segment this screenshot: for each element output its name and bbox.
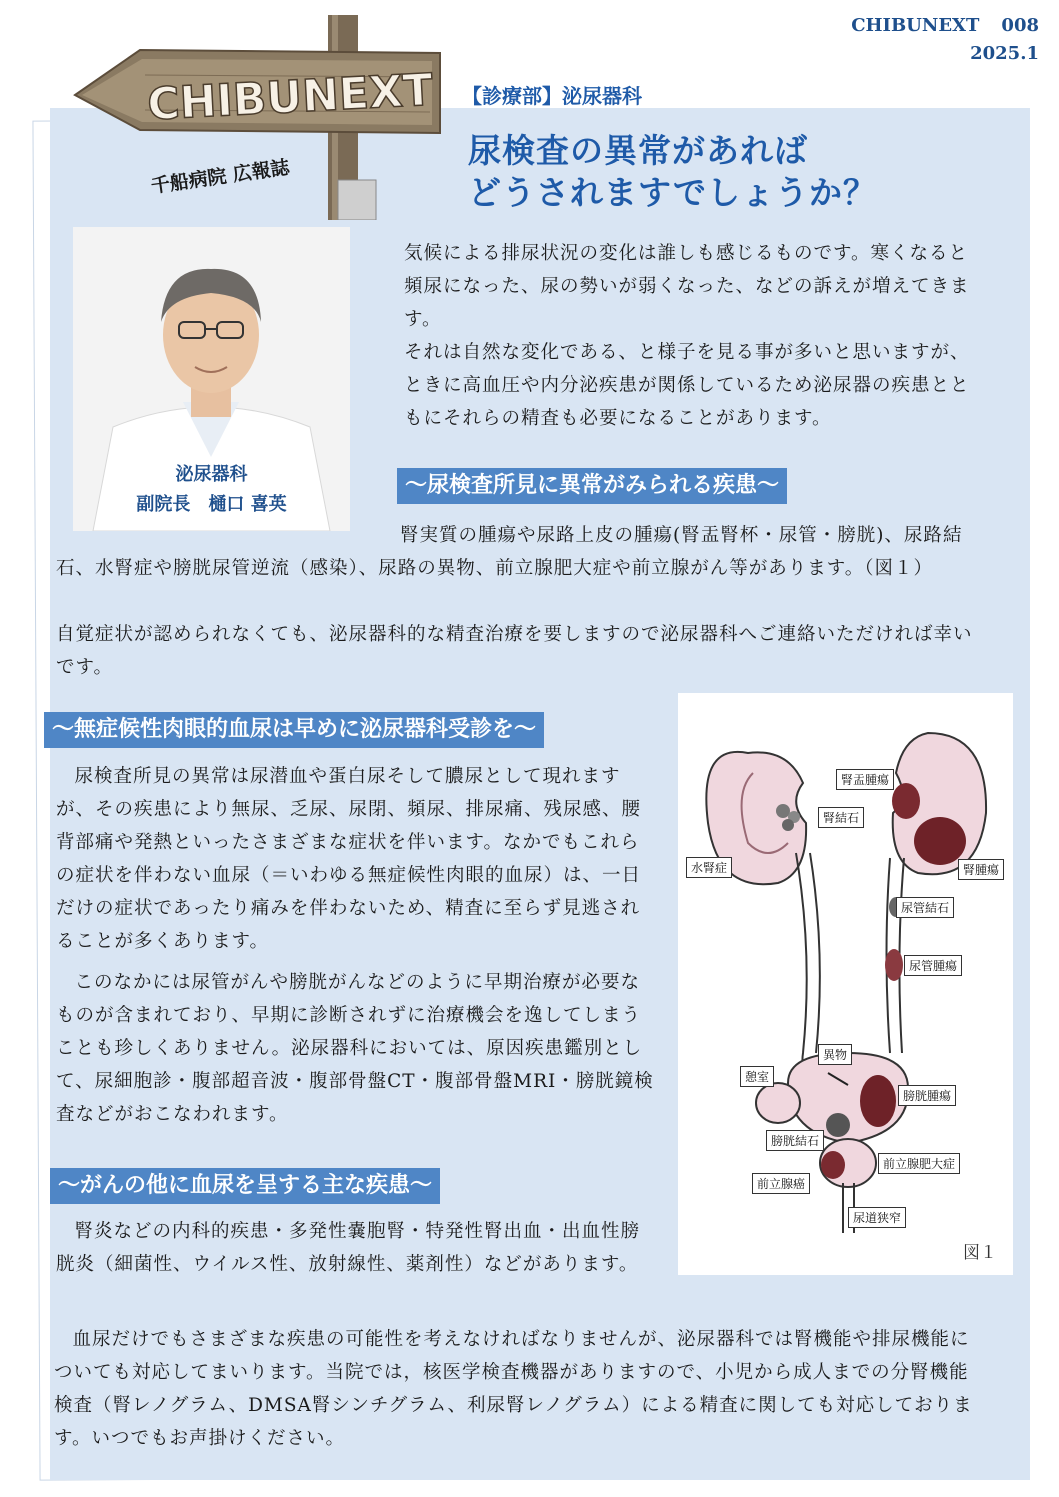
label-ureter-tumor: 尿管腫瘍 (904, 955, 962, 976)
label-foreign-body: 異物 (818, 1044, 852, 1065)
label-bph: 前立腺肥大症 (878, 1153, 960, 1174)
section3-heading: ～がんの他に血尿を呈する主な疾患～ (50, 1168, 440, 1204)
intro-paragraph-1: 気候による排尿状況の変化は誰しも感じるものです。寒くなると頻尿になった、尿の勢いが弱くなった、などの訴えが増えてきます。 (404, 243, 970, 330)
issue-number: 008 (1001, 15, 1039, 36)
headline-line1: 尿検査の異常があれば (468, 131, 808, 170)
signpost-logo (60, 15, 460, 220)
author-caption (73, 460, 350, 520)
label-urethral-stricture: 尿道狭窄 (848, 1207, 906, 1228)
section2-paragraph-1: 尿検査所見の異常は尿潜血や蛋白尿そして膿尿として現れますが、その疾患により無尿、乏尿、尿閉、頻尿、排尿痛、残尿感、腰背部痛や発熱といったさまざまな症状を伴います。なかでもこれらの症状を伴わない血尿（＝いわゆる無症候性肉眼的血尿）は、一日だけの症状であったり痛みを伴わないため、精査に至らず見逃されることが多くあります。 (56, 766, 642, 952)
headline (468, 130, 877, 214)
label-prostate-cancer: 前立腺癌 (752, 1173, 810, 1194)
section1-paragraph-2: 自覚症状が認められなくても、泌尿器科的な精査治療を要しますので泌尿器科へご連絡いただければ幸いです。 (56, 624, 973, 678)
label-renal-pelvis-tumor: 腎盂腫瘍 (836, 769, 894, 790)
label-bladder-stone: 膀胱結石 (766, 1130, 824, 1151)
headline-line2: どうされますでしょうか？ (468, 173, 877, 212)
section2-paragraph-2: このなかには尿管がんや膀胱がんなどのように早期治療が必要なものが含まれており、早期に診断されずに治療機会を逸してしまうことも珍しくありません。泌尿器科においては、原因疾患鑑別として、尿細胞診・腹部超音波・腹部骨盤CT・腹部骨盤MRI・膀胱鏡検査などがおこなわれます。 (56, 972, 654, 1125)
closing-paragraph: 血尿だけでもさまざまな疾患の可能性を考えなければなりませんが、泌尿器科では腎機能や排尿機能についても対応してまいります。当院では，核医学検査機器がありますので、小児から成人までの分腎機能検査（腎レノグラム、DMSA腎シンチグラム、利尿腎レノグラム）による精査に関しても対応しております。いつでもお声掛けください。 (54, 1329, 973, 1449)
section1-heading: ～尿検査所見に異常がみられる疾患～ (397, 468, 787, 504)
urinary-tract-figure (678, 693, 1013, 1275)
logo-text: CHIBUNEXT (146, 64, 435, 131)
author-dept: 泌尿器科 (175, 464, 248, 485)
series-name: CHIBUNEXT (851, 15, 980, 36)
intro-paragraph-2: それは自然な変化である、と様子を見る事が多いと思いますが、ときに高血圧や内分泌疾患が関係しているため泌尿器の疾患とともにそれらの精査も必要になることがあります。 (404, 342, 970, 429)
label-hydronephrosis: 水腎症 (686, 857, 732, 878)
section2-heading: ～無症候性肉眼的血尿は早めに泌尿器科受診を～ (44, 712, 544, 748)
author-name: 副院長 樋口 喜英 (136, 494, 287, 515)
issue-info (851, 12, 1039, 68)
label-bladder-tumor: 膀胱腫瘍 (898, 1085, 956, 1106)
department-label: 【診療部】泌尿器科 (462, 84, 642, 108)
figure-caption: 図１ (963, 1243, 997, 1263)
label-kidney-stone: 腎結石 (818, 807, 864, 828)
section1-paragraph-1: 腎実質の腫瘍や尿路上皮の腫瘍(腎盂腎杯・尿管・膀胱)、尿路結石、水腎症や膀胱尿管逆流（感染）、尿路の異物、前立腺肥大症や前立腺がん等があります。（図１） (56, 525, 963, 579)
logo-subtitle: 千船病院 広報誌 (149, 156, 291, 198)
issue-date: 2025.1 (970, 43, 1039, 64)
label-diverticulum: 憩室 (740, 1066, 774, 1087)
label-ureter-stone: 尿管結石 (896, 897, 954, 918)
label-kidney-tumor: 腎腫瘍 (958, 859, 1004, 880)
section3-paragraph-1: 腎炎などの内科的疾患・多発性嚢胞腎・特発性腎出血・出血性膀胱炎（細菌性、ウイルス性、放射線性、薬剤性）などがあります。 (56, 1221, 641, 1275)
